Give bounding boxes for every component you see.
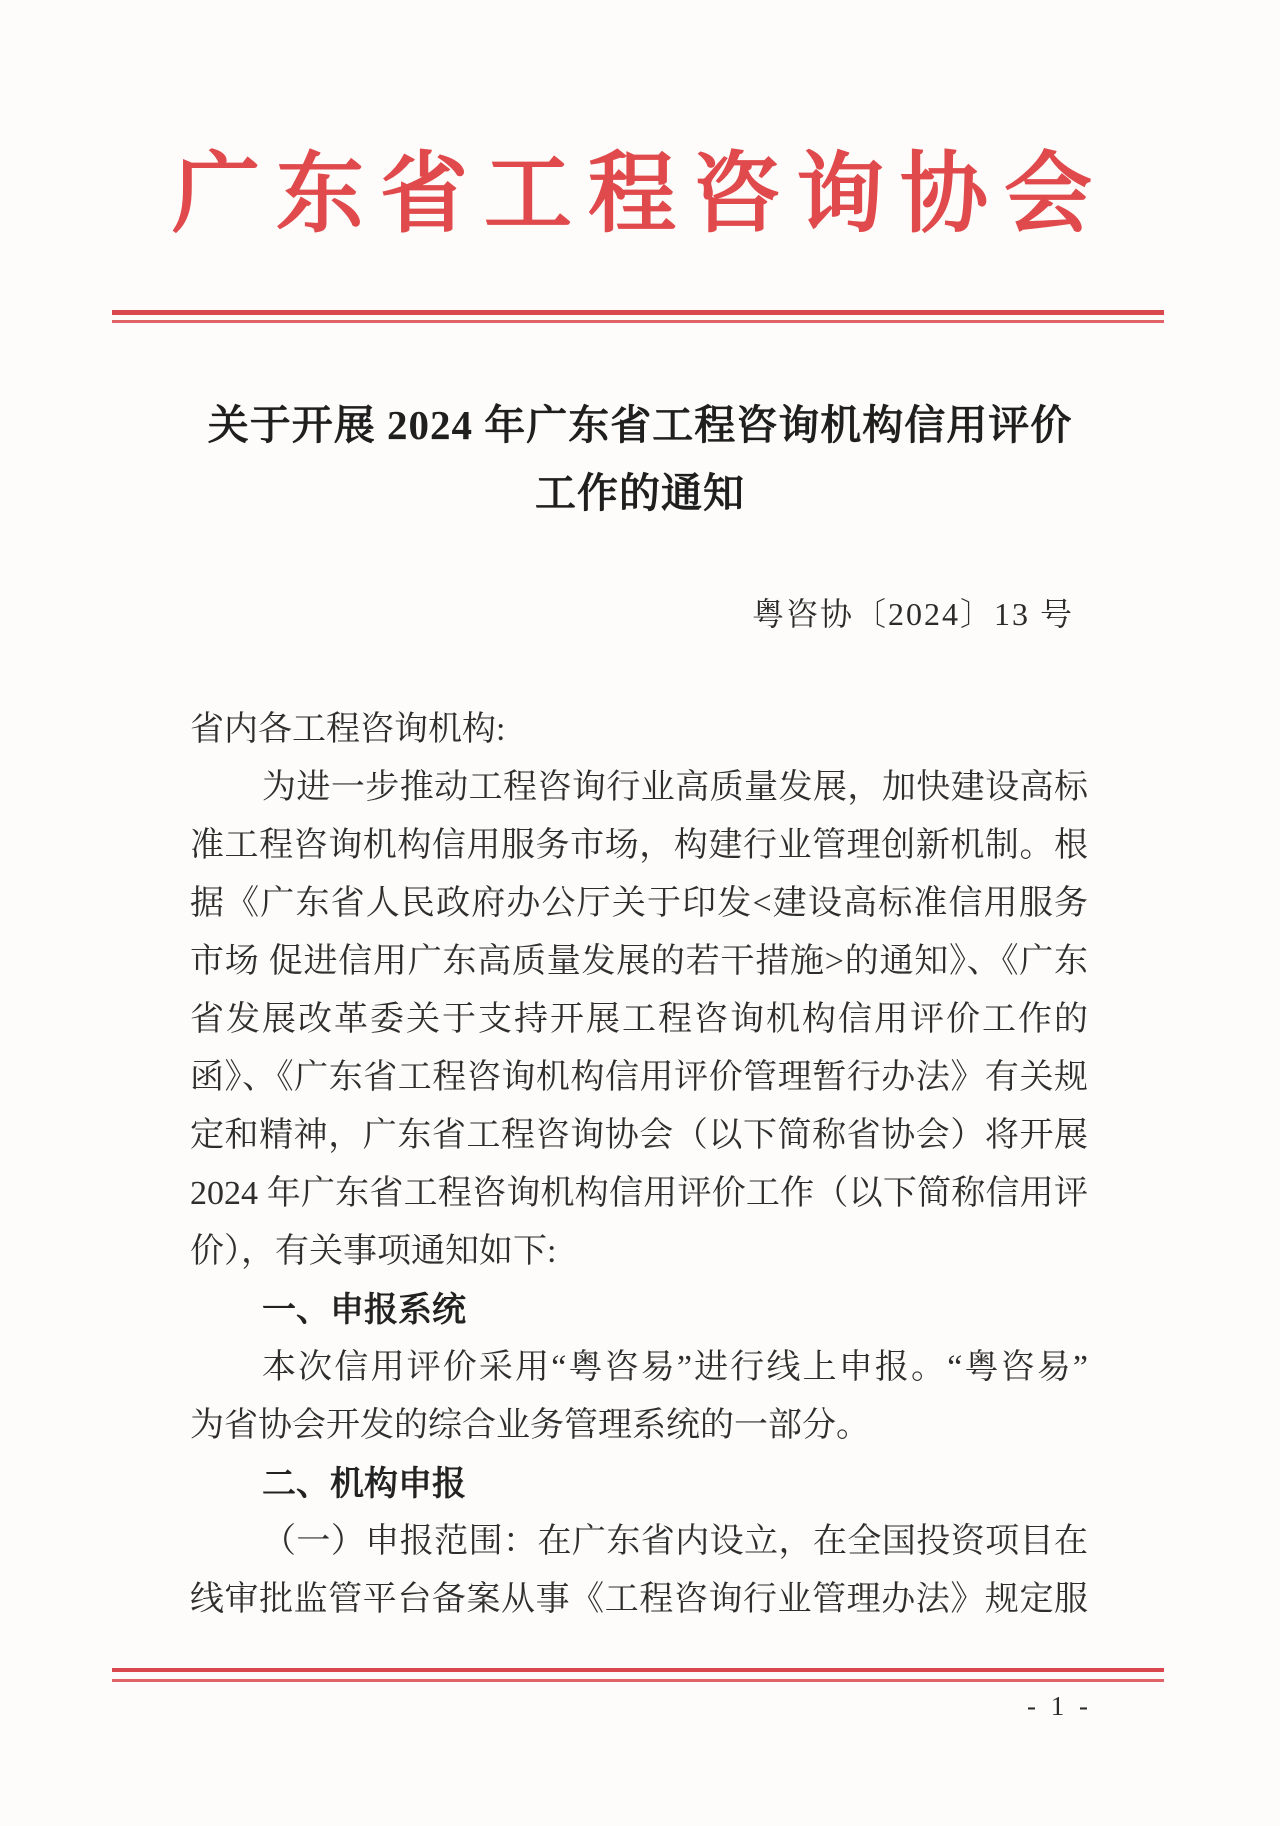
body-line: 据《广东省人民政府办公厅关于印发<建设高标准信用服务 xyxy=(190,885,1088,922)
section-heading-2: 二、机构申报 xyxy=(262,1465,466,1503)
body-line: 价），有关事项通知如下: xyxy=(190,1233,557,1270)
body-line: 定和精神，广东省工程咨询协会（以下简称省协会）将开展 xyxy=(190,1117,1088,1154)
body-line: 准工程咨询机构信用服务市场，构建行业管理创新机制。根 xyxy=(190,827,1088,864)
letterhead-divider-thick xyxy=(112,310,1164,315)
document-title-line1: 关于开展 2024 年广东省工程咨询机构信用评价 xyxy=(207,402,1073,448)
body-line: 为省协会开发的综合业务管理系统的一部分。 xyxy=(190,1407,870,1444)
footer-divider-thin xyxy=(112,1679,1164,1682)
body-line: 函》、《广东省工程咨询机构信用评价管理暂行办法》有关规 xyxy=(190,1059,1088,1096)
salutation-line: 省内各工程咨询机构: xyxy=(190,711,506,748)
body-line: 为进一步推动工程咨询行业高质量发展，加快建设高标 xyxy=(262,769,1088,806)
page-number: - 1 - xyxy=(1027,1691,1092,1721)
document-number: 粤咨协〔2024〕13 号 xyxy=(751,596,1074,632)
body-line: 线审批监管平台备案从事《工程咨询行业管理办法》规定服 xyxy=(190,1581,1088,1618)
footer-divider-thick xyxy=(112,1668,1164,1672)
body-line: 本次信用评价采用“粤咨易”进行线上申报。“粤咨易” xyxy=(262,1349,1088,1386)
body-line: （一）申报范围：在广东省内设立，在全国投资项目在 xyxy=(262,1523,1088,1560)
body-line: 市场 促进信用广东高质量发展的若干措施>的通知》、《广东 xyxy=(190,943,1088,980)
letterhead-org-name: 广东省工程咨询协会 xyxy=(171,147,1108,244)
body-line: 省发展改革委关于支持开展工程咨询机构信用评价工作的 xyxy=(190,1001,1088,1038)
document-body xyxy=(190,701,1088,1629)
section-heading-1: 一、申报系统 xyxy=(262,1291,466,1329)
letterhead-divider-thin xyxy=(112,320,1164,323)
body-line: 2024 年广东省工程咨询机构信用评价工作（以下简称信用评 xyxy=(190,1175,1088,1212)
document-title xyxy=(0,391,1280,527)
document-title-line2: 工作的通知 xyxy=(535,470,745,516)
